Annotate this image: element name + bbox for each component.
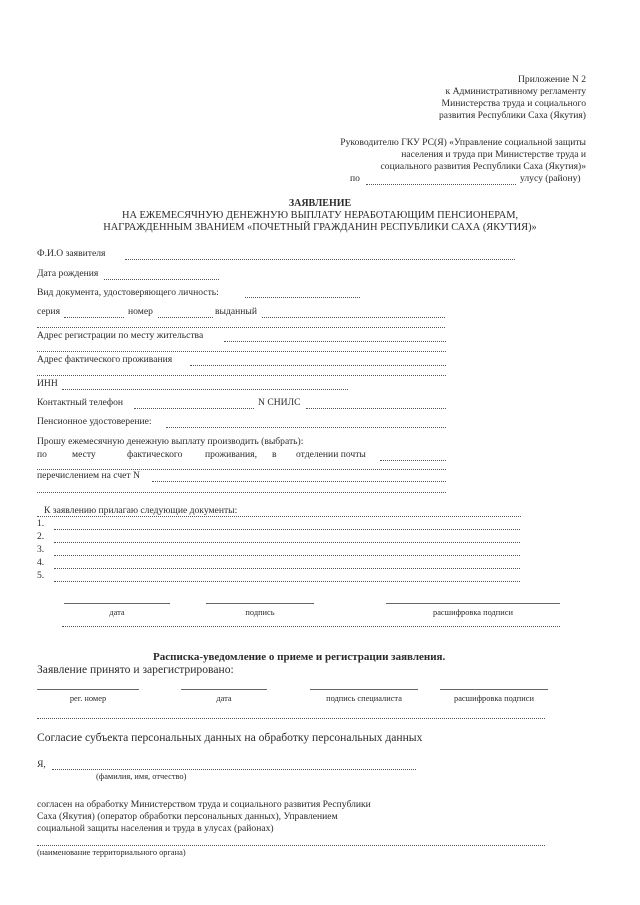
document-item-1-line[interactable] — [54, 529, 520, 530]
applicant-signature-caption: подпись — [245, 608, 275, 617]
id-document-label: Вид документа, удостоверяющего личность: — [37, 287, 219, 298]
birth-date-label: Дата рождения — [37, 268, 99, 279]
receipt-cut-line — [37, 718, 545, 719]
series-input-line[interactable] — [64, 317, 124, 318]
addressee-line-1: Руководителю ГКУ РС(Я) «Управление социальной защиты — [340, 137, 586, 148]
receipt-title: Расписка-уведомление о приеме и регистрации заявления. — [153, 651, 446, 663]
addressee-ulus-label: улусу (району) — [520, 173, 581, 184]
ulus-input-line[interactable] — [366, 184, 516, 185]
addressee-line-3: социального развития Республики Саха (Якутия)» — [380, 161, 586, 172]
document-heading: ЗАЯВЛЕНИЕ — [288, 198, 352, 209]
phone-label: Контактный телефон — [37, 397, 124, 408]
consent-text-line-1: согласен на обработку Министерством труда и социального развития Республики — [37, 799, 371, 810]
issued-input-line[interactable] — [262, 317, 445, 318]
payment-request-label: Прошу ежемесячную денежную выплату производить (выбрать): — [37, 436, 304, 447]
payment-word-v: в — [272, 449, 277, 460]
receipt-reg-number-line[interactable] — [37, 689, 139, 690]
reg-address-continuation-line[interactable] — [37, 351, 446, 352]
reg-address-input-line[interactable] — [224, 341, 446, 342]
receipt-decoding-caption: расшифровка подписи — [454, 694, 534, 703]
pension-certificate-label: Пенсионное удостоверение: — [37, 416, 152, 427]
receipt-decoding-line[interactable] — [440, 689, 548, 690]
applicant-decoding-caption: расшифровка подписи — [433, 608, 513, 617]
consent-ya-label: Я, — [37, 759, 46, 770]
consent-text-line-3: социальной защиты населения и труда в улусах (районах) — [37, 823, 274, 834]
consent-fio-input-line[interactable] — [52, 769, 416, 770]
receipt-accepted-label: Заявление принято и зарегистрировано: — [37, 663, 234, 676]
inn-label: ИНН — [37, 378, 58, 389]
receipt-date-line[interactable] — [181, 689, 267, 690]
territorial-organ-caption: (наименование территориального органа) — [37, 848, 186, 857]
reg-address-label: Адрес регистрации по месту жительства — [37, 330, 204, 341]
documents-intro-label: К заявлению прилагаю следующие документы: — [44, 505, 238, 516]
fact-address-input-line[interactable] — [190, 365, 446, 366]
post-office-input-line[interactable] — [380, 460, 446, 461]
documents-intro-line — [37, 516, 521, 517]
applicant-decoding-line[interactable] — [386, 603, 560, 604]
document-title-line-1: НА ЕЖЕМЕСЯЧНУЮ ДЕНЕЖНУЮ ВЫПЛАТУ НЕРАБОТАЮЩИМ ПЕНСИОНЕРАМ, — [121, 210, 519, 221]
birth-date-input-line[interactable] — [104, 279, 219, 280]
document-item-3-number: 3. — [37, 544, 45, 555]
payment-post-office-label: отделении почты — [296, 449, 366, 460]
appendix-line-3: Министерства труда и социального — [441, 98, 586, 109]
account-label: перечислением на счет N — [37, 470, 140, 481]
fio-input-line[interactable] — [125, 259, 515, 260]
cut-line — [62, 626, 560, 627]
payment-word-po: по — [37, 449, 47, 460]
series-label: серия — [37, 306, 60, 317]
document-item-3-line[interactable] — [54, 555, 520, 556]
inn-input-line[interactable] — [62, 389, 348, 390]
fio-label: Ф.И.О заявителя — [37, 248, 106, 259]
fact-address-continuation-line[interactable] — [37, 375, 446, 376]
appendix-line-4: развития Республики Саха (Якутия) — [438, 110, 586, 121]
pension-certificate-input-line[interactable] — [166, 427, 446, 428]
applicant-date-caption: дата — [109, 608, 125, 617]
issued-continuation-line[interactable] — [37, 327, 445, 328]
document-item-2-number: 2. — [37, 531, 45, 542]
payment-word-prozh: проживания, — [205, 449, 257, 460]
applicant-date-line[interactable] — [64, 603, 170, 604]
consent-fio-caption: (фамилия, имя, отчество) — [96, 772, 187, 781]
addressee-line-2: населения и труда при Министерстве труда и — [401, 149, 586, 160]
applicant-signature-line[interactable] — [206, 603, 314, 604]
snils-input-line[interactable] — [306, 408, 446, 409]
document-item-1-number: 1. — [37, 518, 45, 529]
document-item-5-number: 5. — [37, 570, 45, 581]
document-item-2-line[interactable] — [54, 542, 520, 543]
payment-word-mestu: месту — [72, 449, 96, 460]
account-input-line[interactable] — [152, 481, 446, 482]
document-item-4-number: 4. — [37, 557, 45, 568]
number-input-line[interactable] — [158, 317, 213, 318]
id-document-input-line[interactable] — [245, 297, 360, 298]
receipt-date-caption: дата — [216, 694, 232, 703]
snils-label: N СНИЛС — [258, 397, 301, 408]
issued-label: выданный — [215, 306, 257, 317]
addressee-po-label: по — [350, 173, 360, 184]
consent-text-line-2: Саха (Якутия) (оператор обработки персональных данных), Управлением — [37, 811, 338, 822]
number-label: номер — [128, 306, 153, 317]
account-continuation-line[interactable] — [37, 492, 446, 493]
document-item-5-line[interactable] — [54, 581, 520, 582]
fact-address-label: Адрес фактического проживания — [37, 354, 173, 365]
payment-word-fakt: фактического — [127, 449, 183, 460]
receipt-specialist-signature-line[interactable] — [310, 689, 418, 690]
appendix-line-2: к Административному регламенту — [445, 86, 586, 97]
document-item-4-line[interactable] — [54, 568, 520, 569]
receipt-reg-number-caption: рег. номер — [69, 694, 107, 703]
consent-title: Согласие субъекта персональных данных на обработку персональных данных — [37, 731, 423, 744]
receipt-specialist-signature-caption: подпись специалиста — [326, 694, 402, 703]
document-title-line-2: НАГРАЖДЕННЫМ ЗВАНИЕМ «ПОЧЕТНЫЙ ГРАЖДАНИН РЕСПУБЛИКИ САХА (ЯКУТИЯ)» — [103, 222, 537, 233]
appendix-line-1: Приложение N 2 — [517, 74, 586, 85]
territorial-organ-input-line[interactable] — [37, 845, 545, 846]
phone-input-line[interactable] — [134, 408, 254, 409]
